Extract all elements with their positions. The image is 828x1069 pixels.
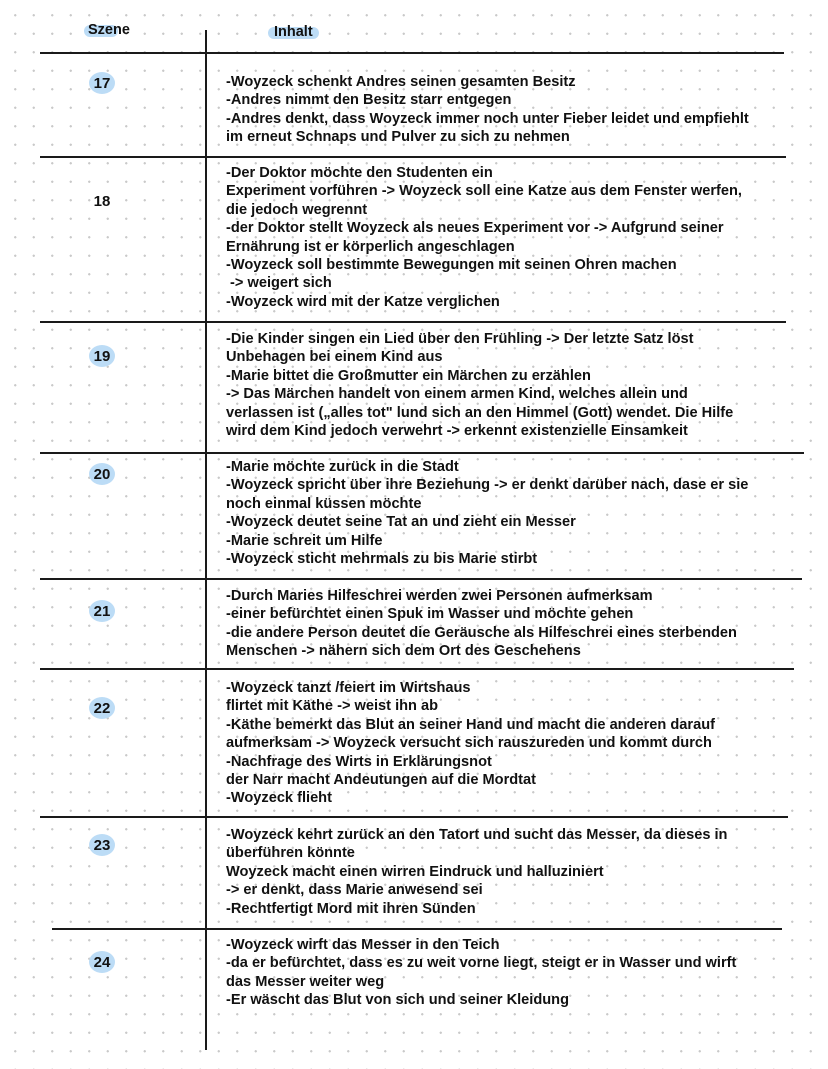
content-line: die jedoch wegrennt [226, 201, 368, 218]
row-divider [40, 816, 788, 818]
row-divider [40, 156, 786, 158]
content-line: Unbehagen bei einem Kind aus [226, 349, 443, 366]
content-line: der Narr macht Andeutungen auf die Mordtat [226, 772, 537, 789]
content-line: verlassen ist („alles tot" lund sich an den Himmel (Gott) wendet. Die Hilfe [226, 404, 734, 421]
scene-number: 20 [89, 463, 115, 485]
scene-number: 24 [89, 951, 115, 973]
content-line: -Woyzeck spricht über ihre Beziehung -> er denkt darüber nach, dase er sie [226, 477, 749, 494]
row-divider [40, 321, 786, 323]
scene-number: 21 [89, 600, 115, 622]
content-line: -Marie möchte zurück in die Stadt [226, 459, 459, 475]
scene-number: 17 [89, 72, 115, 94]
content-line: -Durch Maries Hilfeschrei werden zwei Personen aufmerksam [226, 588, 653, 604]
content-line: -Woyzeck sticht mehrmals zu bis Marie stirbt [226, 551, 538, 568]
content-line: -da er befürchtet, dass es zu weit vorne liegt, steigt er in Wasser und wirft [226, 955, 737, 972]
content-line: aufmerksam -> Woyzeck versucht sich rauszureden und kommt durch [226, 735, 712, 752]
content-line: -Andres denkt, dass Woyzeck immer noch unter Fieber leidet und empfiehlt [226, 110, 749, 127]
content-line: -Woyzeck wird mit der Katze verglichen [226, 293, 500, 310]
content-line: -die andere Person deutet die Geräusche als Hilfeschrei eines sterbenden [226, 624, 737, 641]
scene-17-content [226, 73, 816, 147]
content-line: -Rechtfertigt Mord mit ihren Sünden [226, 900, 476, 917]
content-line: -Er wäscht das Blut von sich und seiner Kleidung [226, 992, 570, 1009]
scene-24-content [226, 936, 816, 1010]
scene-23-content [226, 826, 816, 918]
content-line: -Woyzeck deutet seine Tat an und zieht ein Messer [226, 514, 576, 531]
content-line: im erneut Schnaps und Pulver zu sich zu nehmen [226, 129, 570, 146]
content-line: -Woyzeck tanzt /feiert im Wirtshaus [226, 680, 471, 696]
scene-number: 22 [89, 697, 115, 719]
content-line: -einer befürchtet einen Spuk im Wasser und möchte gehen [226, 606, 634, 623]
content-line: -Woyzeck soll bestimmte Bewegungen mit seinen Ohren machen [226, 257, 677, 274]
content-line: -Woyzeck schenkt Andres seinen gesamten Besitz [226, 74, 576, 90]
content-line: -> er denkt, dass Marie anwesend sei [226, 882, 483, 899]
content-line: -Woyzeck kehrt zurück an den Tatort und sucht das Messer, da dieses in [226, 827, 728, 843]
scene-18-content [226, 164, 816, 311]
row-divider [40, 668, 794, 670]
content-line: -> Das Märchen handelt von einem armen Kind, welches allein und [226, 386, 688, 403]
content-line: Menschen -> nähern sich dem Ort des Geschehens [226, 643, 581, 660]
content-line: Ernährung ist er körperlich angeschlagen [226, 238, 515, 255]
row-divider [40, 52, 784, 54]
row-divider [40, 578, 802, 580]
content-line: -Woyzeck wirft das Messer in den Teich [226, 937, 500, 953]
content-line: -Marie schreit um Hilfe [226, 532, 383, 549]
scene-22-content [226, 679, 816, 808]
content-line: wird dem Kind jedoch verwehrt -> erkennt existenzielle Einsamkeit [226, 423, 688, 440]
content-line: flirtet mit Käthe -> weist ihn ab [226, 698, 439, 715]
scene-number: 18 [93, 192, 111, 210]
scene-number: 23 [89, 834, 115, 856]
content-line: -Andres nimmt den Besitz starr entgegen [226, 92, 512, 109]
scene-column-header: Szene [88, 22, 130, 38]
content-line: -Nachfrage des Wirts in Erklärungsnot [226, 753, 492, 770]
scene-21-content [226, 587, 816, 661]
content-line: -Der Doktor möchte den Studenten ein [226, 165, 493, 181]
scene-number: 19 [89, 345, 115, 367]
row-divider [52, 928, 782, 930]
content-line: -Die Kinder singen ein Lied über den Frühling -> Der letzte Satz löst [226, 331, 694, 347]
content-line: überführen könnte [226, 845, 355, 862]
content-line: -Marie bittet die Großmutter ein Märchen zu erzählen [226, 367, 591, 384]
scene-20-content [226, 458, 816, 568]
scene-19-content [226, 330, 816, 440]
content-line: Woyzeck macht einen wirren Eindruck und halluziniert [226, 863, 604, 880]
row-divider [40, 452, 804, 454]
content-line: -> weigert sich [226, 275, 332, 292]
content-line: -Woyzeck flieht [226, 790, 332, 807]
content-line: das Messer weiter weg [226, 973, 385, 990]
content-line: -Käthe bemerkt das Blut an seiner Hand und macht die anderen darauf [226, 716, 715, 733]
content-line: Experiment vorführen -> Woyzeck soll eine Katze aus dem Fenster werfen, [226, 183, 742, 200]
content-line: -der Doktor stellt Woyzeck als neues Experiment vor -> Aufgrund seiner [226, 220, 724, 237]
content-column-header: Inhalt [274, 24, 313, 40]
column-divider [205, 30, 207, 1050]
content-line: noch einmal küssen möchte [226, 495, 422, 512]
